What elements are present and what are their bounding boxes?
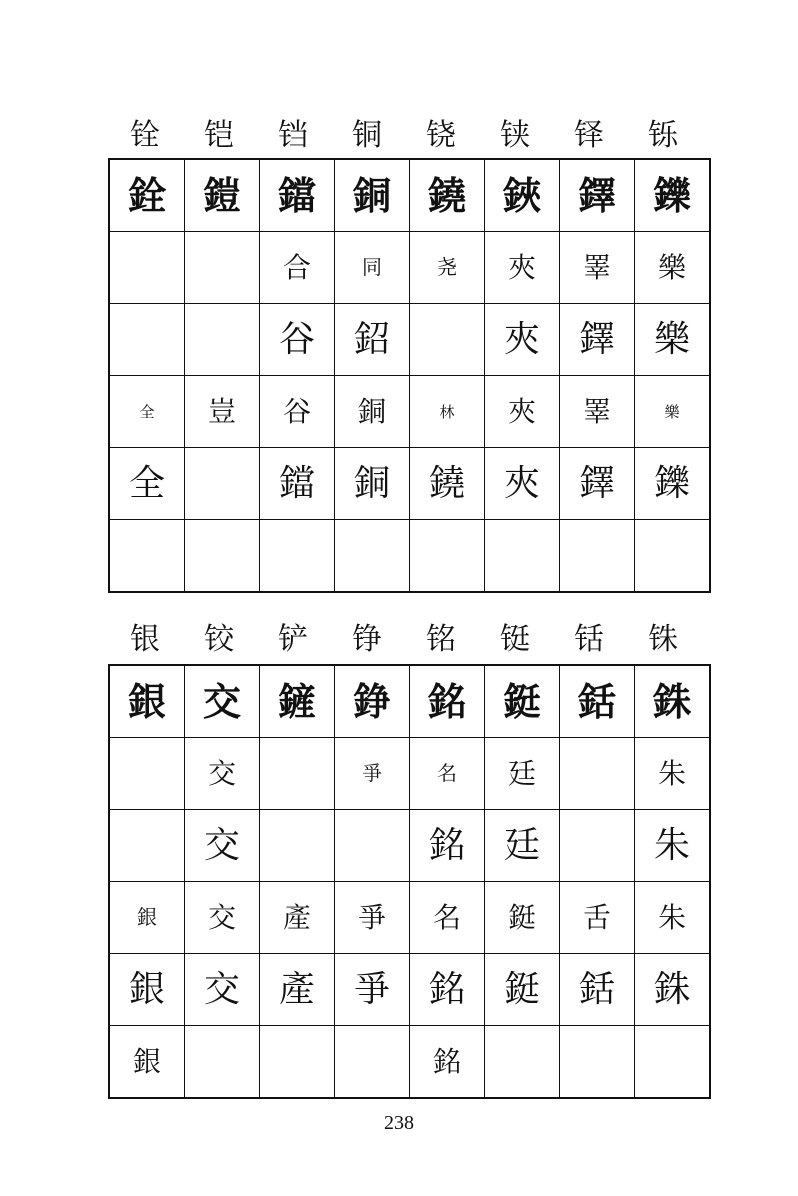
- glyph: 銀: [132, 1044, 161, 1078]
- glyph: 樂: [653, 318, 690, 360]
- glyph-cell: [485, 304, 560, 376]
- glyph-cell: [185, 665, 260, 738]
- glyph: 鑠: [653, 462, 690, 504]
- table-row: [109, 304, 710, 376]
- glyph-table: [108, 664, 711, 1099]
- glyph: 銓: [127, 172, 166, 218]
- glyph-cell: [260, 665, 335, 738]
- glyph-cell: [635, 665, 711, 738]
- column-header: 铢: [648, 622, 678, 657]
- glyph-cell: [185, 232, 260, 304]
- glyph: 銀: [127, 678, 166, 724]
- glyph-cell: [335, 954, 410, 1026]
- glyph: 豈: [207, 394, 236, 428]
- glyph-cell: [260, 376, 335, 448]
- glyph-cell: [410, 448, 485, 520]
- glyph-cell: [260, 159, 335, 232]
- column-header: 铗: [500, 118, 530, 153]
- glyph-cell: [560, 810, 635, 882]
- glyph-cell: [335, 376, 410, 448]
- glyph-cell: [335, 159, 410, 232]
- glyph-cell: [335, 810, 410, 882]
- glyph: 銘: [428, 968, 465, 1010]
- glyph: 銖: [653, 968, 690, 1010]
- glyph: 銅: [357, 394, 386, 428]
- glyph: 廷: [503, 824, 540, 866]
- glyph: 鋏: [502, 172, 541, 218]
- glyph-cell: [560, 232, 635, 304]
- glyph: 朱: [653, 824, 690, 866]
- glyph-cell: [109, 448, 185, 520]
- glyph-cell: [335, 232, 410, 304]
- header-row: [108, 614, 700, 658]
- glyph: 睪: [582, 250, 611, 284]
- glyph-cell: [485, 159, 560, 232]
- glyph-cell: [109, 232, 185, 304]
- column-header: 铤: [500, 622, 530, 657]
- glyph-cell: [560, 304, 635, 376]
- table-row: [109, 954, 710, 1026]
- glyph-cell: [560, 882, 635, 954]
- glyph-cell: [109, 882, 185, 954]
- glyph-cell: [335, 448, 410, 520]
- table-row: [109, 882, 710, 954]
- glyph-cell: [109, 738, 185, 810]
- glyph-cell: [260, 448, 335, 520]
- glyph: 鏟: [277, 678, 316, 724]
- glyph: 鋌: [503, 968, 540, 1010]
- glyph-cell: [109, 376, 185, 448]
- table-row: [109, 448, 710, 520]
- glyph-cell: [109, 954, 185, 1026]
- table-row: [109, 665, 710, 738]
- glyph: 鐺: [278, 462, 315, 504]
- glyph-cell: [635, 810, 711, 882]
- column-header: 铭: [426, 622, 456, 657]
- glyph: 鐃: [428, 462, 465, 504]
- glyph: 銘: [427, 678, 466, 724]
- glyph-cell: [485, 520, 560, 593]
- glyph: 尧: [437, 255, 457, 279]
- glyph-cell: [485, 954, 560, 1026]
- column-header: 铮: [352, 622, 382, 657]
- glyph-cell: [410, 954, 485, 1026]
- glyph: 全: [128, 462, 165, 504]
- glyph: 睪: [582, 394, 611, 428]
- glyph: 銅: [353, 462, 390, 504]
- glyph: 同: [362, 255, 382, 279]
- glyph-cell: [560, 159, 635, 232]
- glyph: 鑠: [652, 172, 691, 218]
- glyph: 銀: [137, 905, 157, 929]
- glyph-table: [108, 158, 711, 593]
- glyph: 鐃: [427, 172, 466, 218]
- glyph: 鐺: [277, 172, 316, 218]
- column-header: 铨: [130, 118, 160, 153]
- table-row: [109, 376, 710, 448]
- glyph-cell: [635, 159, 711, 232]
- glyph: 交: [207, 756, 236, 790]
- glyph: 樂: [657, 250, 686, 284]
- glyph-cell: [260, 954, 335, 1026]
- glyph-cell: [260, 1026, 335, 1099]
- glyph: 產: [282, 900, 311, 934]
- glyph: 產: [278, 968, 315, 1010]
- glyph-cell: [560, 376, 635, 448]
- glyph: 鐸: [578, 462, 615, 504]
- glyph-cell: [260, 738, 335, 810]
- glyph-cell: [410, 232, 485, 304]
- glyph: 夾: [507, 394, 536, 428]
- column-header: 铙: [426, 118, 456, 153]
- glyph: 鐸: [577, 172, 616, 218]
- page-number: 238: [384, 1112, 414, 1134]
- glyph-cell: [185, 376, 260, 448]
- glyph-cell: [560, 665, 635, 738]
- glyph: 銛: [577, 678, 616, 724]
- glyph-cell: [109, 665, 185, 738]
- table-row: [109, 810, 710, 882]
- glyph: 交: [202, 678, 241, 724]
- column-header: 铲: [278, 622, 308, 657]
- glyph-cell: [410, 1026, 485, 1099]
- glyph: 銛: [578, 968, 615, 1010]
- glyph: 鐸: [578, 318, 615, 360]
- glyph: 銘: [432, 1044, 461, 1078]
- glyph-cell: [260, 520, 335, 593]
- glyph: 銘: [428, 824, 465, 866]
- glyph-cell: [410, 882, 485, 954]
- glyph-cell: [560, 520, 635, 593]
- glyph: 爭: [357, 900, 386, 934]
- column-header: 铛: [278, 118, 308, 153]
- glyph: 鋌: [502, 678, 541, 724]
- glyph-cell: [560, 954, 635, 1026]
- table-row: [109, 159, 710, 232]
- column-header: 铦: [574, 622, 604, 657]
- glyph-cell: [260, 882, 335, 954]
- column-header: 铜: [352, 118, 382, 153]
- glyph: 爭: [362, 761, 382, 785]
- table-row: [109, 232, 710, 304]
- glyph-cell: [485, 376, 560, 448]
- glyph-cell: [410, 376, 485, 448]
- column-header: 铠: [204, 118, 234, 153]
- glyph-cell: [185, 159, 260, 232]
- glyph: 交: [203, 968, 240, 1010]
- glyph-cell: [410, 810, 485, 882]
- header-row: [108, 110, 700, 154]
- glyph: 爭: [353, 968, 390, 1010]
- glyph: 合: [282, 250, 311, 284]
- glyph: 朱: [657, 756, 686, 790]
- glyph: 鋌: [507, 900, 536, 934]
- glyph-cell: [185, 882, 260, 954]
- glyph-cell: [560, 1026, 635, 1099]
- glyph-cell: [109, 1026, 185, 1099]
- glyph-cell: [185, 810, 260, 882]
- glyph-cell: [635, 954, 711, 1026]
- glyph: 錚: [352, 678, 391, 724]
- table-row: [109, 520, 710, 593]
- glyph: 名: [432, 900, 461, 934]
- glyph-cell: [335, 738, 410, 810]
- glyph-cell: [485, 1026, 560, 1099]
- glyph: 交: [203, 824, 240, 866]
- glyph-cell: [635, 304, 711, 376]
- glyph-cell: [635, 448, 711, 520]
- glyph-cell: [335, 304, 410, 376]
- glyph-cell: [635, 520, 711, 593]
- column-header: 铎: [574, 118, 604, 153]
- glyph: 鎧: [202, 172, 241, 218]
- glyph-cell: [260, 232, 335, 304]
- column-header: 铰: [204, 622, 234, 657]
- glyph-cell: [485, 882, 560, 954]
- glyph-cell: [635, 232, 711, 304]
- glyph-cell: [485, 738, 560, 810]
- glyph-cell: [410, 304, 485, 376]
- glyph: 夾: [507, 250, 536, 284]
- glyph-cell: [109, 520, 185, 593]
- glyph-cell: [185, 448, 260, 520]
- glyph: 銅: [352, 172, 391, 218]
- glyph-cell: [335, 1026, 410, 1099]
- glyph-cell: [109, 810, 185, 882]
- glyph-cell: [485, 665, 560, 738]
- glyph-cell: [485, 448, 560, 520]
- glyph-cell: [410, 520, 485, 593]
- glyph: 舌: [582, 900, 611, 934]
- glyph-cell: [185, 520, 260, 593]
- glyph-cell: [635, 882, 711, 954]
- glyph: 林: [439, 403, 455, 421]
- glyph: 朱: [657, 900, 686, 934]
- glyph: 鉊: [353, 318, 390, 360]
- glyph-cell: [335, 882, 410, 954]
- glyph-cell: [560, 738, 635, 810]
- column-header: 铄: [648, 118, 678, 153]
- glyph: 谷: [278, 318, 315, 360]
- glyph-cell: [185, 738, 260, 810]
- glyph-cell: [560, 448, 635, 520]
- glyph: 銖: [652, 678, 691, 724]
- glyph: 廷: [507, 756, 536, 790]
- glyph: 谷: [282, 394, 311, 428]
- glyph-cell: [635, 1026, 711, 1099]
- glyph-cell: [485, 232, 560, 304]
- glyph-cell: [260, 304, 335, 376]
- table-row: [109, 738, 710, 810]
- glyph: 名: [437, 761, 457, 785]
- glyph-cell: [260, 810, 335, 882]
- glyph: 交: [207, 900, 236, 934]
- glyph-cell: [485, 810, 560, 882]
- glyph-cell: [185, 954, 260, 1026]
- glyph-cell: [635, 376, 711, 448]
- glyph: 夾: [503, 318, 540, 360]
- glyph-cell: [185, 1026, 260, 1099]
- glyph-cell: [109, 159, 185, 232]
- glyph-cell: [410, 159, 485, 232]
- glyph: 銀: [128, 968, 165, 1010]
- glyph-cell: [635, 738, 711, 810]
- column-header: 银: [130, 622, 160, 657]
- glyph-cell: [410, 738, 485, 810]
- glyph: 夾: [503, 462, 540, 504]
- table-row: [109, 1026, 710, 1099]
- glyph: 全: [139, 403, 155, 421]
- glyph-cell: [109, 304, 185, 376]
- glyph-cell: [185, 304, 260, 376]
- glyph-cell: [335, 520, 410, 593]
- glyph: 樂: [664, 403, 680, 421]
- glyph-cell: [410, 665, 485, 738]
- glyph-cell: [335, 665, 410, 738]
